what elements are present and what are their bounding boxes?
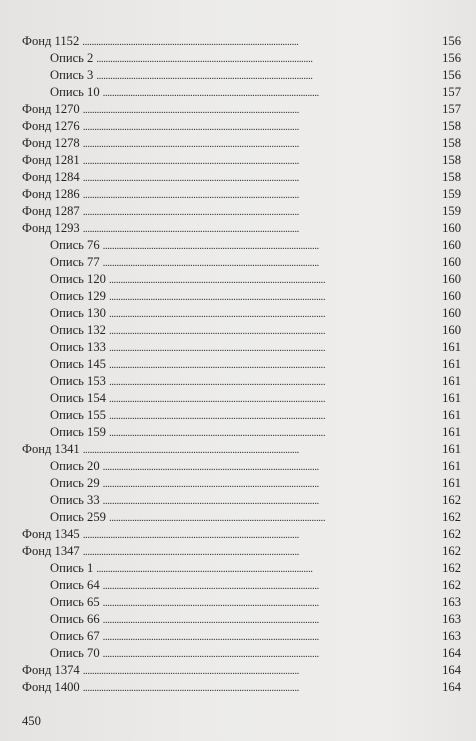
toc-entry-fond [22,101,461,118]
toc-entry-fond [22,152,461,169]
entry-label: Опись 130 [50,306,106,320]
entry-page-number: 163 [442,595,461,609]
dot-leader [103,476,437,493]
entry-label: Фонд 1400 [22,680,80,694]
entry-label: Опись 133 [50,340,106,354]
entry-page-number: 162 [442,561,461,575]
toc-entry-opis [22,84,461,101]
entry-label: Опись 129 [50,289,106,303]
entry-page-number: 164 [442,663,461,677]
dot-leader [96,561,437,578]
toc-entry-opis [22,288,461,305]
entry-label: Опись 259 [50,510,106,524]
entry-label: Фонд 1270 [22,102,80,116]
entry-page-number: 161 [442,476,461,490]
dot-leader [83,119,437,136]
toc-entry-opis [22,305,461,322]
dot-leader [103,578,437,595]
entry-page-number: 160 [442,255,461,269]
toc-entry-opis [22,628,461,645]
dot-leader [83,663,437,680]
entry-page-number: 161 [442,357,461,371]
toc-entry-fond [22,679,461,696]
entry-label: Опись 67 [50,629,100,643]
toc-entry-fond [22,441,461,458]
entry-label: Опись 3 [50,68,94,82]
entry-label: Опись 154 [50,391,106,405]
dot-leader [103,255,437,272]
entry-label: Опись 64 [50,578,100,592]
entry-page-number: 161 [442,459,461,473]
entry-label: Фонд 1293 [22,221,80,235]
dot-leader [83,136,437,153]
entry-label: Опись 10 [50,85,100,99]
dot-leader [109,391,437,408]
entry-page-number: 156 [442,51,461,65]
toc-entry-opis [22,271,461,288]
entry-page-number: 157 [442,102,461,116]
dot-leader [109,425,437,442]
entry-page-number: 160 [442,221,461,235]
entry-label: Опись 77 [50,255,100,269]
entry-page-number: 163 [442,612,461,626]
entry-page-number: 161 [442,408,461,422]
dot-leader [109,408,437,425]
entry-label: Фонд 1152 [22,34,80,48]
entry-page-number: 164 [442,646,461,660]
dot-leader [83,442,437,459]
dot-leader [109,510,437,527]
entry-label: Опись 76 [50,238,100,252]
entry-page-number: 164 [442,680,461,694]
entry-label: Опись 159 [50,425,106,439]
entry-page-number: 162 [442,493,461,507]
entry-page-number: 160 [442,238,461,252]
toc-entry-opis [22,611,461,628]
dot-leader [109,306,437,323]
entry-page-number: 158 [442,153,461,167]
entry-label: Опись 29 [50,476,100,490]
dot-leader [83,544,437,561]
toc-entry-fond [22,135,461,152]
dot-leader [109,289,437,306]
toc-entry-opis [22,509,461,526]
entry-page-number: 162 [442,527,461,541]
entry-label: Опись 120 [50,272,106,286]
dot-leader [103,85,437,102]
dot-leader [103,612,437,629]
dot-leader [109,323,437,340]
dot-leader [103,646,437,663]
entry-label: Опись 20 [50,459,100,473]
entry-label: Фонд 1345 [22,527,80,541]
dot-leader [83,527,437,544]
dot-leader [83,221,437,238]
toc-entry-fond [22,186,461,203]
entry-label: Фонд 1284 [22,170,80,184]
dot-leader [83,680,437,697]
dot-leader [103,629,437,646]
dot-leader [109,374,437,391]
toc-entry-opis [22,50,461,67]
entry-label: Фонд 1347 [22,544,80,558]
entry-page-number: 162 [442,510,461,524]
page-number: 450 [22,714,41,728]
dot-leader [109,340,437,357]
toc-entry-opis [22,254,461,271]
entry-page-number: 159 [442,187,461,201]
toc-entry-opis [22,424,461,441]
toc-entry-fond [22,526,461,543]
entry-page-number: 156 [442,34,461,48]
toc-entry-opis [22,492,461,509]
entry-label: Фонд 1278 [22,136,80,150]
toc-entry-opis [22,560,461,577]
entry-label: Фонд 1341 [22,442,80,456]
dot-leader [83,204,437,221]
toc-entry-opis [22,594,461,611]
toc-entry-opis [22,407,461,424]
entry-page-number: 161 [442,442,461,456]
entry-label: Опись 70 [50,646,100,660]
entry-page-number: 158 [442,136,461,150]
entry-page-number: 158 [442,119,461,133]
entry-page-number: 156 [442,68,461,82]
entry-page-number: 161 [442,340,461,354]
entry-page-number: 161 [442,425,461,439]
toc-entry-opis [22,577,461,594]
entry-label: Опись 66 [50,612,100,626]
dot-leader [103,493,437,510]
toc-entry-opis [22,458,461,475]
entry-label: Фонд 1374 [22,663,80,677]
entry-page-number: 160 [442,272,461,286]
entry-label: Опись 2 [50,51,94,65]
toc-entry-opis [22,356,461,373]
entry-label: Фонд 1287 [22,204,80,218]
entry-label: Фонд 1276 [22,119,80,133]
toc-entry-fond [22,169,461,186]
toc-entry-fond [22,203,461,220]
entry-page-number: 161 [442,374,461,388]
dot-leader [83,187,437,204]
dot-leader [96,68,437,85]
toc-entry-fond [22,33,461,50]
entry-label: Фонд 1281 [22,153,80,167]
toc-entry-fond [22,220,461,237]
entry-label: Фонд 1286 [22,187,80,201]
table-of-contents [22,33,461,696]
entry-page-number: 162 [442,544,461,558]
toc-entry-opis [22,373,461,390]
dot-leader [83,153,437,170]
dot-leader [103,459,437,476]
entry-page-number: 160 [442,323,461,337]
dot-leader [109,272,437,289]
toc-entry-opis [22,237,461,254]
entry-page-number: 158 [442,170,461,184]
dot-leader [83,170,437,187]
entry-label: Опись 65 [50,595,100,609]
dot-leader [96,51,437,68]
entry-label: Опись 1 [50,561,94,575]
entry-label: Опись 145 [50,357,106,371]
entry-page-number: 161 [442,391,461,405]
entry-page-number: 159 [442,204,461,218]
entry-page-number: 157 [442,85,461,99]
entry-label: Опись 155 [50,408,106,422]
entry-label: Опись 33 [50,493,100,507]
toc-entry-opis [22,645,461,662]
entry-page-number: 162 [442,578,461,592]
entry-page-number: 160 [442,306,461,320]
entry-label: Опись 153 [50,374,106,388]
entry-page-number: 163 [442,629,461,643]
toc-entry-opis [22,67,461,84]
dot-leader [103,238,437,255]
dot-leader [109,357,437,374]
toc-entry-fond [22,543,461,560]
toc-entry-fond [22,662,461,679]
toc-entry-fond [22,118,461,135]
toc-entry-opis [22,339,461,356]
toc-entry-opis [22,322,461,339]
toc-entry-opis [22,390,461,407]
dot-leader [83,102,437,119]
entry-label: Опись 132 [50,323,106,337]
entry-page-number: 160 [442,289,461,303]
dot-leader [82,34,437,51]
toc-entry-opis [22,475,461,492]
dot-leader [103,595,437,612]
